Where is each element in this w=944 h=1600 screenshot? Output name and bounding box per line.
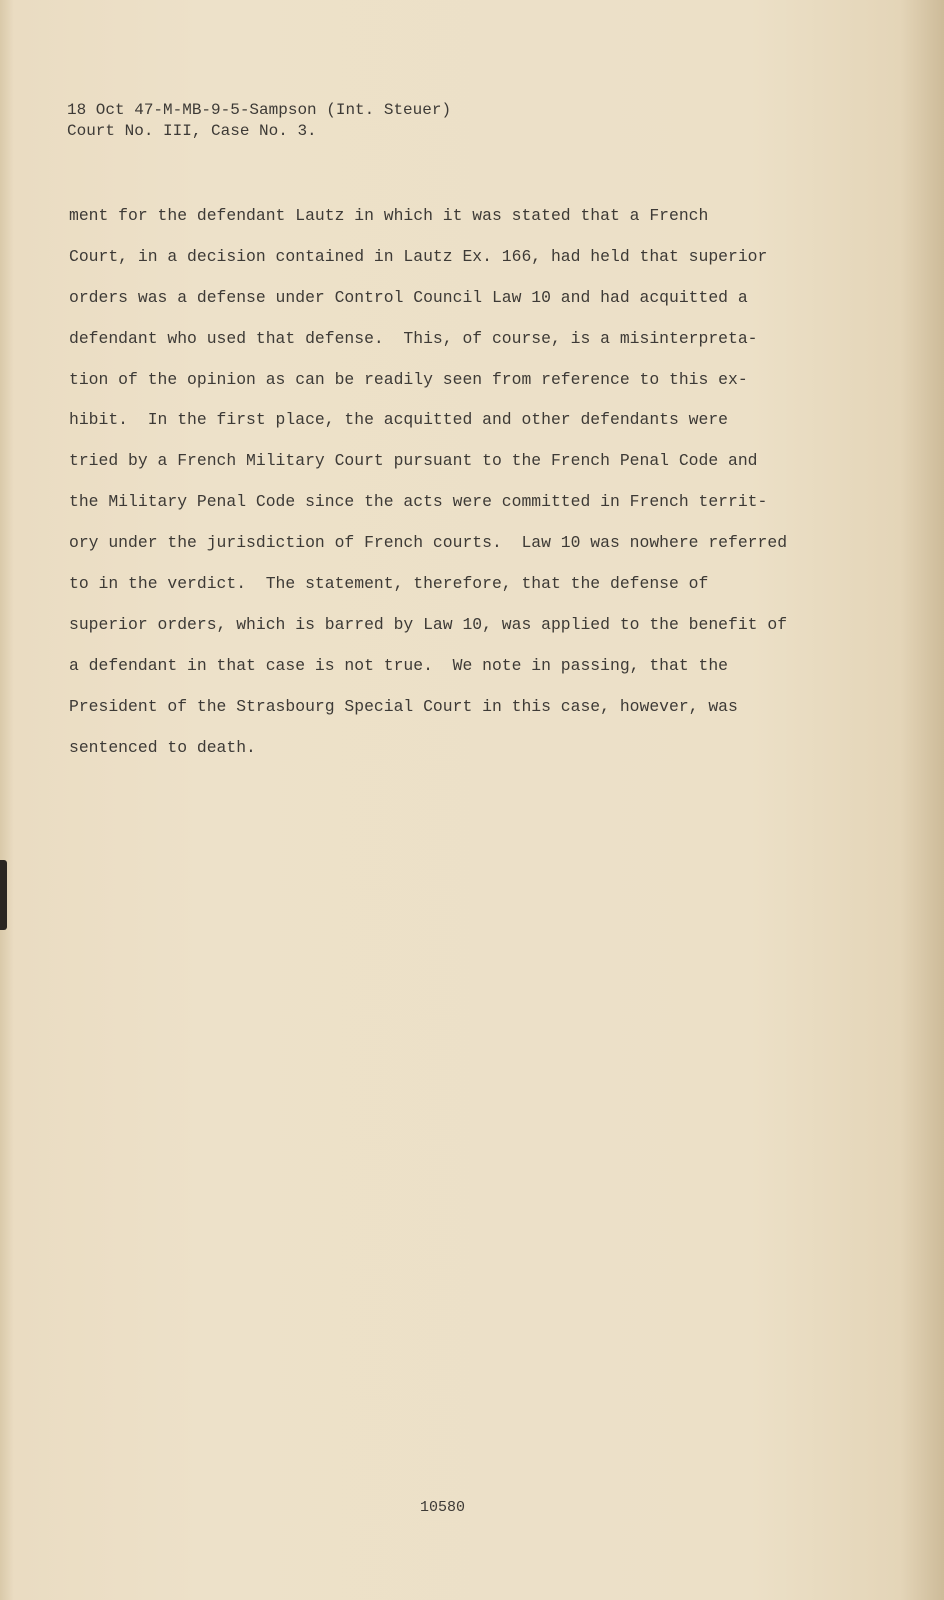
body-line: the Military Penal Code since the acts were committed in French territ- [69, 492, 768, 512]
body-line: ment for the defendant Lautz in which it was stated that a French [69, 206, 709, 225]
page-number: 10580 [420, 1499, 466, 1516]
body-line: ory under the jurisdiction of French courts. Law 10 was nowhere referred [69, 533, 788, 553]
body-line: tion of the opinion as can be readily seen from reference to this ex- [69, 369, 748, 389]
body-line: superior orders, which is barred by Law 10, was applied to the benefit of [69, 614, 788, 634]
scan-edge-mark [0, 860, 7, 930]
body-line: President of the Strasbourg Special Court in this case, however, was [69, 696, 738, 716]
header-line-date-session: 18 Oct 47-M-MB-9-5-Sampson (Int. Steuer) [67, 101, 452, 119]
body-line: to in the verdict. The statement, therefore, that the defense of [69, 574, 709, 594]
body-line: Court, in a decision contained in Lautz Ex. 166, had held that superior [69, 246, 768, 266]
document-body [69, 196, 929, 768]
body-line: tried by a French Military Court pursuant to the French Penal Code and [69, 451, 758, 471]
body-line: a defendant in that case is not true. We note in passing, that the [69, 655, 729, 675]
body-line: hibit. In the first place, the acquitted and other defendants were [69, 410, 729, 430]
header-line-court-case: Court No. III, Case No. 3. [67, 122, 317, 140]
body-line: defendant who used that defense. This, of course, is a misinterpreta- [69, 328, 758, 348]
document-header [67, 100, 867, 142]
body-line: orders was a defense under Control Council Law 10 and had acquitted a [69, 287, 748, 307]
body-line: sentenced to death. [69, 737, 256, 757]
